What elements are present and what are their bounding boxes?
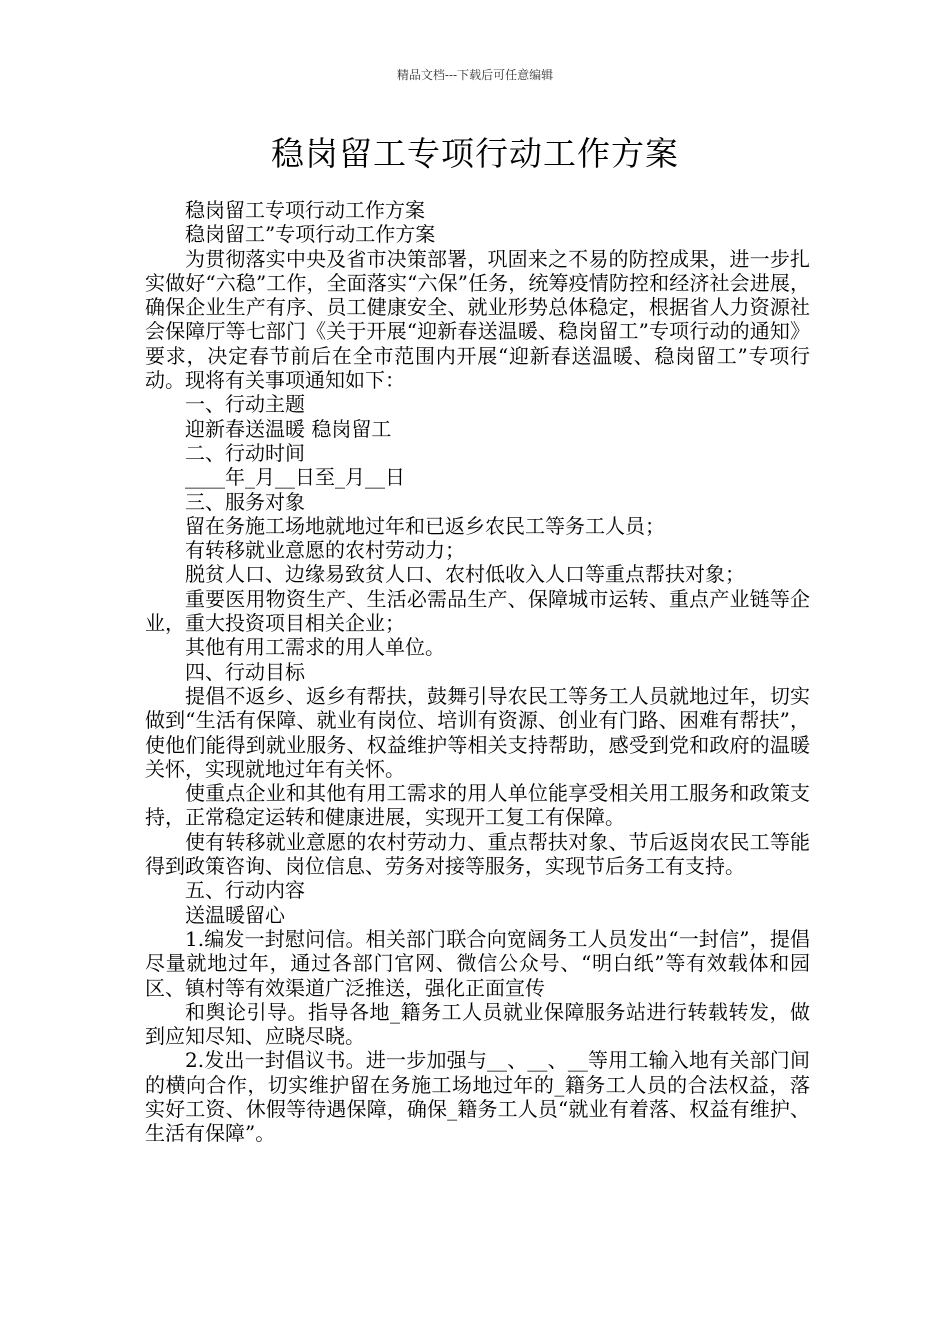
paragraph: 留在务施工场地就地过年和已返乡农民工等务工人员；	[185, 513, 665, 538]
paragraph: ____年_月__日至_月__日	[185, 465, 405, 490]
section-heading: 五、行动内容	[185, 878, 305, 903]
document-body	[145, 198, 810, 1146]
paragraph: 1.编发一封慰问信。相关部门联合向宽阔务工人员发出“一封信”，提倡尽量就地过年，通过各部门官网、微信公众号、“明白纸”等有效载体和园区、镇村等有效渠道广泛推送，强化正面宣传	[145, 926, 810, 1000]
section-heading: 四、行动目标	[185, 659, 305, 684]
section-heading: 三、服务对象	[185, 489, 305, 514]
paragraph: 脱贫人口、边缘易致贫人口、农村低收入人口等重点帮扶对象；	[185, 562, 745, 587]
section-heading: 二、行动时间	[185, 440, 305, 465]
paragraph: 重要医用物资生产、生活必需品生产、保障城市运转、重点产业链等企业，重大投资项目相关企业；	[145, 586, 810, 636]
paragraph: 使有转移就业意愿的农村劳动力、重点帮扶对象、节后返岗农民工等能得到政策咨询、岗位信息、劳务对接等服务，实现节后务工有支持。	[145, 829, 810, 879]
paragraph: 和舆论引导。指导各地_籍务工人员就业保障服务站进行转载转发，做到应知尽知、应晓尽晓。	[145, 999, 810, 1049]
paragraph: 有转移就业意愿的农村劳动力；	[185, 538, 465, 563]
paragraph: 稳岗留工”专项行动工作方案	[185, 222, 436, 247]
paragraph: 使重点企业和其他有用工需求的用人单位能享受相关用工服务和政策支持，正常稳定运转和健康进展，实现开工复工有保障。	[145, 781, 810, 830]
paragraph: 提倡不返乡、返乡有帮扶，鼓舞引导农民工等务工人员就地过年，切实做到“生活有保障、就业有岗位、培训有资源、创业有门路、困难有帮扶”，使他们能得到就业服务、权益维护等相关支持帮助，感受到党和政府的温暖关怀，实现就地过年有关怀。	[145, 683, 810, 781]
paragraph: 迎新春送温暖 稳岗留工	[185, 416, 392, 441]
document-title: 稳岗留工专项行动工作方案	[271, 134, 679, 173]
paragraph: 2.发出一封倡议书。进一步加强与__、__、__等用工输入地有关部门间的横向合作，切实维护留在务施工场地过年的_籍务工人员的合法权益，落实好工资、休假等待遇保障，确保_籍务工人员“就业有着落、权益有维护、生活有保障”。	[145, 1048, 810, 1146]
section-heading: 一、行动主题	[185, 392, 305, 417]
header-note: 精品文档---下载后可任意编辑	[396, 68, 554, 82]
paragraph: 送温暖留心	[185, 902, 285, 927]
paragraph: 稳岗留工专项行动工作方案	[185, 198, 425, 222]
paragraph: 其他有用工需求的用人单位。	[185, 635, 445, 660]
paragraph: 为贯彻落实中央及省市决策部署，巩固来之不易的防控成果，进一步扎实做好“六稳”工作，全面落实“六保”任务，统筹疫情防控和经济社会进展，确保企业生产有序、员工健康安全、就业形势总体稳定，根据省人力资源社会保障厅等七部门《关于开展“迎新春送温暖、稳岗留工”专项行动的通知》要求，决定春节前后在全市范围内开展“迎新春送温暖、稳岗留工”专项行动。现将有关事项通知如下：	[145, 246, 810, 393]
